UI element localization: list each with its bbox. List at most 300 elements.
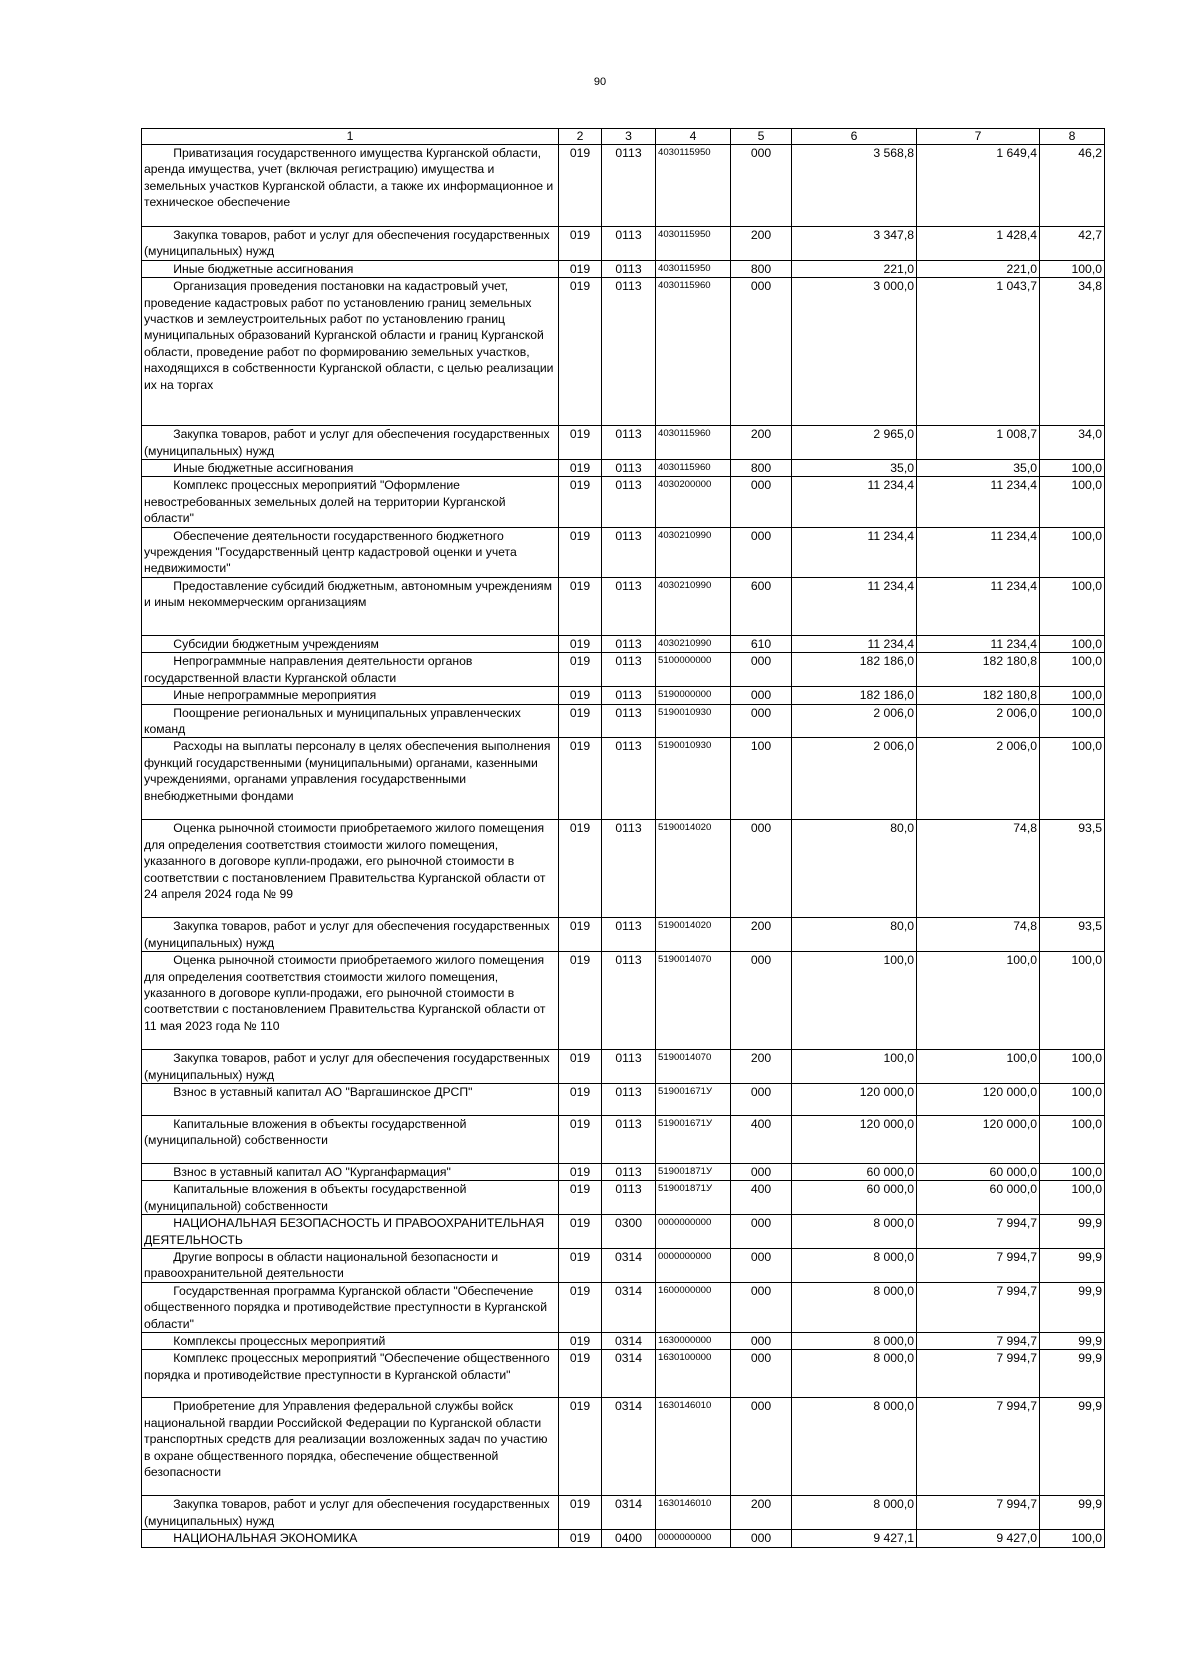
cell-planned: 60 000,0 (792, 1163, 917, 1180)
cell-target-article: 0000000000 (656, 1530, 731, 1547)
cell-chapter: 019 (559, 918, 602, 952)
cell-name-text: Капитальные вложения в объекты государственной (муниципальной) собственности (144, 1182, 467, 1213)
cell-executed: 11 234,4 (917, 477, 1040, 527)
cell-expense-type: 100 (731, 738, 792, 820)
column-header: 5 (731, 129, 792, 145)
cell-target-article: 4030210990 (656, 577, 731, 635)
cell-name-text: Обеспечение деятельности государственного бюджетного учреждения "Государственный центр кадастровой оценки и учета недвижимости" (144, 528, 517, 576)
cell-percent: 99,9 (1040, 1282, 1105, 1332)
page-number: 90 (593, 76, 607, 88)
budget-table (141, 128, 1105, 1548)
cell-target-article: 5190014020 (656, 918, 731, 952)
cell-section: 0314 (602, 1282, 656, 1332)
table-body (142, 145, 1105, 1548)
cell-chapter: 019 (559, 1350, 602, 1398)
cell-expense-type: 000 (731, 1333, 792, 1350)
cell-target-article: 519001671У (656, 1115, 731, 1163)
cell-target-article: 5190014070 (656, 952, 731, 1050)
cell-percent: 100,0 (1040, 1115, 1105, 1163)
cell-name-text: Взнос в уставный капитал АО "Варгашинское ДРСП" (173, 1084, 473, 1099)
cell-chapter: 019 (559, 260, 602, 277)
cell-planned: 60 000,0 (792, 1181, 917, 1215)
table-row (142, 426, 1105, 460)
cell-percent: 93,5 (1040, 918, 1105, 952)
cell-percent: 42,7 (1040, 227, 1105, 261)
cell-percent: 100,0 (1040, 477, 1105, 527)
cell-percent: 34,8 (1040, 278, 1105, 426)
cell-executed: 100,0 (917, 952, 1040, 1050)
cell-section: 0113 (602, 1115, 656, 1163)
cell-name (142, 1050, 559, 1084)
cell-name-text: Другие вопросы в области национальной безопасности и правоохранительной деятельности (144, 1249, 499, 1281)
table-row (142, 738, 1105, 820)
column-header: 7 (917, 129, 1040, 145)
cell-percent: 100,0 (1040, 1050, 1105, 1084)
cell-target-article: 4030115960 (656, 426, 731, 460)
cell-executed: 120 000,0 (917, 1115, 1040, 1163)
cell-chapter: 019 (559, 477, 602, 527)
cell-expense-type: 000 (731, 653, 792, 687)
cell-name-text: НАЦИОНАЛЬНАЯ БЕЗОПАСНОСТЬ И ПРАВООХРАНИТЕЛЬНАЯ ДЕЯТЕЛЬНОСТЬ (144, 1216, 545, 1247)
cell-expense-type: 600 (731, 577, 792, 635)
cell-name-text: Оценка рыночной стоимости приобретаемого жилого помещения для определения соответствия стоимости жилого помещения, указанного в договоре купли-продажи, его рыночной стоимости в соответствии с постановлением Правительства Курганской области от 11 мая 2023 года № 110 (144, 953, 546, 1033)
cell-planned: 11 234,4 (792, 635, 917, 652)
cell-target-article: 5190000000 (656, 687, 731, 704)
cell-executed: 60 000,0 (917, 1163, 1040, 1180)
cell-executed: 1 649,4 (917, 145, 1040, 227)
cell-planned: 8 000,0 (792, 1350, 917, 1398)
cell-name (142, 426, 559, 460)
cell-expense-type: 000 (731, 1083, 792, 1115)
cell-name (142, 227, 559, 261)
table-row (142, 460, 1105, 477)
cell-chapter: 019 (559, 1115, 602, 1163)
cell-planned: 182 186,0 (792, 653, 917, 687)
cell-expense-type: 000 (731, 1398, 792, 1496)
cell-planned: 100,0 (792, 1050, 917, 1084)
cell-planned: 120 000,0 (792, 1115, 917, 1163)
cell-executed: 35,0 (917, 460, 1040, 477)
cell-name (142, 1163, 559, 1180)
cell-target-article: 519001871У (656, 1181, 731, 1215)
cell-name (142, 260, 559, 277)
cell-percent: 93,5 (1040, 820, 1105, 918)
cell-planned: 120 000,0 (792, 1083, 917, 1115)
cell-target-article: 4030115960 (656, 278, 731, 426)
cell-planned: 3 568,8 (792, 145, 917, 227)
cell-planned: 221,0 (792, 260, 917, 277)
cell-expense-type: 000 (731, 1248, 792, 1282)
cell-planned: 11 234,4 (792, 577, 917, 635)
cell-target-article: 5190014020 (656, 820, 731, 918)
cell-chapter: 019 (559, 635, 602, 652)
cell-planned: 100,0 (792, 952, 917, 1050)
cell-percent: 100,0 (1040, 260, 1105, 277)
cell-name (142, 820, 559, 918)
cell-name (142, 952, 559, 1050)
cell-name-text: Государственная программа Курганской области "Обеспечение общественного порядка и противодействие преступности в Курганской области" (144, 1283, 548, 1331)
cell-executed: 74,8 (917, 820, 1040, 918)
cell-planned: 11 234,4 (792, 527, 917, 577)
table-row (142, 227, 1105, 261)
cell-name-text: Поощрение региональных и муниципальных управленческих команд (144, 705, 521, 736)
cell-executed: 11 234,4 (917, 635, 1040, 652)
cell-planned: 8 000,0 (792, 1248, 917, 1282)
cell-name (142, 918, 559, 952)
cell-percent: 100,0 (1040, 952, 1105, 1050)
cell-expense-type: 000 (731, 1282, 792, 1332)
cell-percent: 100,0 (1040, 738, 1105, 820)
cell-name-text: Иные бюджетные ассигнования (173, 461, 354, 476)
cell-name-text: Закупка товаров, работ и услуг для обеспечения государственных (муниципальных) нужд (144, 427, 550, 458)
cell-section: 0314 (602, 1350, 656, 1398)
cell-planned: 182 186,0 (792, 687, 917, 704)
cell-name (142, 278, 559, 426)
cell-percent: 100,0 (1040, 527, 1105, 577)
cell-chapter: 019 (559, 1248, 602, 1282)
cell-section: 0113 (602, 738, 656, 820)
cell-chapter: 019 (559, 426, 602, 460)
column-header: 3 (602, 129, 656, 145)
cell-percent: 99,9 (1040, 1248, 1105, 1282)
cell-planned: 8 000,0 (792, 1398, 917, 1496)
cell-section: 0113 (602, 635, 656, 652)
cell-target-article: 4030115950 (656, 227, 731, 261)
cell-name-text: НАЦИОНАЛЬНАЯ ЭКОНОМИКА (173, 1531, 358, 1546)
cell-percent: 34,0 (1040, 426, 1105, 460)
cell-target-article: 0000000000 (656, 1248, 731, 1282)
table-row (142, 820, 1105, 918)
cell-name (142, 1282, 559, 1332)
cell-name-text: Предоставление субсидий бюджетным, автономным учреждениям и иным некоммерческим организациям (144, 578, 552, 610)
cell-chapter: 019 (559, 1496, 602, 1530)
cell-section: 0300 (602, 1215, 656, 1249)
cell-target-article: 5100000000 (656, 653, 731, 687)
cell-section: 0113 (602, 278, 656, 426)
cell-chapter: 019 (559, 227, 602, 261)
cell-executed: 7 994,7 (917, 1282, 1040, 1332)
cell-expense-type: 000 (731, 477, 792, 527)
table-row (142, 278, 1105, 426)
cell-chapter: 019 (559, 738, 602, 820)
cell-section: 0113 (602, 527, 656, 577)
cell-section: 0113 (602, 260, 656, 277)
cell-planned: 3 347,8 (792, 227, 917, 261)
cell-executed: 2 006,0 (917, 704, 1040, 738)
header-row (142, 129, 1105, 145)
cell-chapter: 019 (559, 1530, 602, 1547)
cell-executed: 182 180,8 (917, 687, 1040, 704)
cell-planned: 2 965,0 (792, 426, 917, 460)
cell-section: 0113 (602, 145, 656, 227)
cell-executed: 182 180,8 (917, 653, 1040, 687)
cell-executed: 7 994,7 (917, 1496, 1040, 1530)
table-row (142, 918, 1105, 952)
cell-chapter: 019 (559, 1163, 602, 1180)
cell-name (142, 527, 559, 577)
cell-name-text: Оценка рыночной стоимости приобретаемого жилого помещения для определения соответствия стоимости жилого помещения, указанного в договоре купли-продажи, его рыночной стоимости в соответствии с постановлением Правительства Курганской области от 24 апреля 2024 года № 99 (144, 821, 546, 901)
table-row (142, 1333, 1105, 1350)
cell-planned: 8 000,0 (792, 1333, 917, 1350)
cell-expense-type: 000 (731, 145, 792, 227)
table-row (142, 1350, 1105, 1398)
cell-section: 0113 (602, 460, 656, 477)
cell-expense-type: 000 (731, 1350, 792, 1398)
cell-planned: 80,0 (792, 918, 917, 952)
cell-planned: 2 006,0 (792, 704, 917, 738)
cell-name (142, 577, 559, 635)
cell-section: 0113 (602, 426, 656, 460)
cell-section: 0113 (602, 1163, 656, 1180)
cell-section: 0113 (602, 820, 656, 918)
cell-name-text: Непрограммные направления деятельности органов государственной власти Курганской области (144, 654, 473, 685)
cell-target-article: 1630146010 (656, 1496, 731, 1530)
cell-chapter: 019 (559, 1083, 602, 1115)
table-row (142, 1050, 1105, 1084)
cell-chapter: 019 (559, 687, 602, 704)
cell-chapter: 019 (559, 460, 602, 477)
cell-planned: 9 427,1 (792, 1530, 917, 1547)
cell-name-text: Закупка товаров, работ и услуг для обеспечения государственных (муниципальных) нужд (144, 228, 550, 259)
table-row (142, 527, 1105, 577)
cell-name-text: Закупка товаров, работ и услуг для обеспечения государственных (муниципальных) нужд (144, 1497, 550, 1528)
cell-percent: 100,0 (1040, 460, 1105, 477)
cell-name-text: Приобретение для Управления федеральной службы войск национальной гвардии Российской Федерации по Курганской области транспортных средств для реализации возложенных задач по участию в охране общественного порядка, обеспечение общественной безопасности (144, 1399, 548, 1480)
cell-chapter: 019 (559, 527, 602, 577)
cell-target-article: 519001871У (656, 1163, 731, 1180)
cell-name-text: Капитальные вложения в объекты государственной (муниципальной) собственности (144, 1116, 467, 1148)
cell-section: 0113 (602, 577, 656, 635)
cell-percent: 100,0 (1040, 653, 1105, 687)
cell-name-text: Комплексы процессных мероприятий (173, 1334, 386, 1348)
cell-chapter: 019 (559, 1050, 602, 1084)
cell-percent: 100,0 (1040, 1530, 1105, 1547)
cell-chapter: 019 (559, 704, 602, 738)
cell-name-text: Иные непрограммные мероприятия (173, 688, 377, 703)
cell-chapter: 019 (559, 952, 602, 1050)
cell-target-article: 1630000000 (656, 1333, 731, 1350)
cell-name (142, 1350, 559, 1398)
cell-section: 0113 (602, 227, 656, 261)
cell-section: 0113 (602, 1050, 656, 1084)
cell-percent: 99,9 (1040, 1333, 1105, 1350)
cell-expense-type: 000 (731, 687, 792, 704)
cell-section: 0314 (602, 1496, 656, 1530)
table-row (142, 1215, 1105, 1249)
cell-name (142, 1530, 559, 1547)
table-row (142, 1163, 1105, 1180)
cell-name (142, 704, 559, 738)
cell-section: 0314 (602, 1333, 656, 1350)
cell-name-text: Закупка товаров, работ и услуг для обеспечения государственных (муниципальных) нужд (144, 919, 550, 950)
cell-expense-type: 200 (731, 918, 792, 952)
cell-expense-type: 800 (731, 460, 792, 477)
cell-percent: 100,0 (1040, 704, 1105, 738)
table-row (142, 952, 1105, 1050)
cell-planned: 2 006,0 (792, 738, 917, 820)
cell-expense-type: 000 (731, 1530, 792, 1547)
cell-target-article: 1630146010 (656, 1398, 731, 1496)
cell-section: 0113 (602, 918, 656, 952)
cell-target-article: 5190010930 (656, 704, 731, 738)
cell-planned: 35,0 (792, 460, 917, 477)
cell-planned: 8 000,0 (792, 1215, 917, 1249)
cell-target-article: 4030115950 (656, 145, 731, 227)
cell-executed: 120 000,0 (917, 1083, 1040, 1115)
column-header: 6 (792, 129, 917, 145)
cell-expense-type: 000 (731, 952, 792, 1050)
cell-section: 0113 (602, 1181, 656, 1215)
column-header: 8 (1040, 129, 1105, 145)
cell-section: 0314 (602, 1248, 656, 1282)
cell-name (142, 1333, 559, 1350)
cell-planned: 8 000,0 (792, 1282, 917, 1332)
cell-percent: 99,9 (1040, 1350, 1105, 1398)
cell-executed: 7 994,7 (917, 1215, 1040, 1249)
cell-name (142, 635, 559, 652)
cell-percent: 100,0 (1040, 1181, 1105, 1215)
cell-expense-type: 200 (731, 227, 792, 261)
table-row (142, 1248, 1105, 1282)
cell-percent: 99,9 (1040, 1398, 1105, 1496)
column-header: 4 (656, 129, 731, 145)
cell-chapter: 019 (559, 1181, 602, 1215)
table-row (142, 687, 1105, 704)
table-row (142, 477, 1105, 527)
cell-planned: 8 000,0 (792, 1496, 917, 1530)
cell-target-article: 5190014070 (656, 1050, 731, 1084)
cell-name-text: Иные бюджетные ассигнования (173, 261, 354, 276)
cell-executed: 60 000,0 (917, 1181, 1040, 1215)
cell-executed: 1 428,4 (917, 227, 1040, 261)
cell-executed: 2 006,0 (917, 738, 1040, 820)
cell-name (142, 1398, 559, 1496)
cell-chapter: 019 (559, 1215, 602, 1249)
cell-chapter: 019 (559, 278, 602, 426)
table-row (142, 1398, 1105, 1496)
cell-target-article: 4030115960 (656, 460, 731, 477)
cell-executed: 7 994,7 (917, 1398, 1040, 1496)
cell-name-text: Организация проведения постановки на кадастровый учет, проведение кадастровых работ по установлению границ земельных участков и землеустроительных работ по установлению границ муниципальных образований Курганской области и границ Курганской области, проведение работ по формированию земельных участков, находящихся в собственности Курганской области, с целью реализации их на торгах (144, 279, 554, 392)
cell-percent: 100,0 (1040, 687, 1105, 704)
cell-name-text: Расходы на выплаты персоналу в целях обеспечения выполнения функций государственными (муниципальными) органами, казенными учреждениями, органами управления государственными внебюджетными фондами (144, 739, 551, 803)
table-row (142, 1496, 1105, 1530)
cell-executed: 9 427,0 (917, 1530, 1040, 1547)
cell-planned: 3 000,0 (792, 278, 917, 426)
cell-target-article: 1630100000 (656, 1350, 731, 1398)
cell-executed: 7 994,7 (917, 1248, 1040, 1282)
cell-section: 0113 (602, 653, 656, 687)
cell-executed: 74,8 (917, 918, 1040, 952)
cell-name (142, 687, 559, 704)
table-row (142, 704, 1105, 738)
cell-executed: 7 994,7 (917, 1350, 1040, 1398)
cell-chapter: 019 (559, 653, 602, 687)
table-row (142, 145, 1105, 227)
cell-target-article: 4030115950 (656, 260, 731, 277)
cell-name (142, 460, 559, 477)
cell-name (142, 738, 559, 820)
cell-section: 0400 (602, 1530, 656, 1547)
cell-name-text: Приватизация государственного имущества Курганской области, аренда имущества, учет (включая регистрацию) имущества и земельных участков Курганской области, а также их информационное и техническое обеспечение (144, 146, 554, 210)
cell-expense-type: 000 (731, 704, 792, 738)
cell-name (142, 145, 559, 227)
cell-section: 0113 (602, 687, 656, 704)
cell-percent: 46,2 (1040, 145, 1105, 227)
table-row (142, 577, 1105, 635)
cell-expense-type: 000 (731, 527, 792, 577)
cell-name (142, 477, 559, 527)
cell-percent: 100,0 (1040, 577, 1105, 635)
cell-executed: 100,0 (917, 1050, 1040, 1084)
cell-target-article: 4030210990 (656, 527, 731, 577)
cell-section: 0113 (602, 1083, 656, 1115)
cell-expense-type: 000 (731, 820, 792, 918)
cell-chapter: 019 (559, 820, 602, 918)
cell-target-article: 4030200000 (656, 477, 731, 527)
cell-executed: 1 043,7 (917, 278, 1040, 426)
cell-executed: 221,0 (917, 260, 1040, 277)
cell-name-text: Комплекс процессных мероприятий "Обеспечение общественного порядка и противодействие преступности в Курганской области" (144, 1351, 550, 1382)
cell-expense-type: 200 (731, 1050, 792, 1084)
cell-chapter: 019 (559, 1333, 602, 1350)
cell-section: 0113 (602, 477, 656, 527)
cell-name (142, 1083, 559, 1115)
cell-chapter: 019 (559, 577, 602, 635)
cell-expense-type: 000 (731, 1163, 792, 1180)
table-row (142, 1083, 1105, 1115)
cell-target-article: 519001671У (656, 1083, 731, 1115)
cell-percent: 100,0 (1040, 1163, 1105, 1180)
cell-name (142, 653, 559, 687)
cell-name-text: Комплекс процессных мероприятий "Оформление невостребованных земельных долей на территории Курганской области" (144, 478, 506, 526)
cell-executed: 11 234,4 (917, 527, 1040, 577)
cell-name (142, 1181, 559, 1215)
cell-expense-type: 800 (731, 260, 792, 277)
cell-executed: 11 234,4 (917, 577, 1040, 635)
table-row (142, 635, 1105, 652)
cell-planned: 11 234,4 (792, 477, 917, 527)
cell-executed: 1 008,7 (917, 426, 1040, 460)
cell-section: 0314 (602, 1398, 656, 1496)
cell-name-text: Закупка товаров, работ и услуг для обеспечения государственных (муниципальных) нужд (144, 1051, 550, 1082)
cell-percent: 100,0 (1040, 1083, 1105, 1115)
cell-expense-type: 400 (731, 1115, 792, 1163)
cell-name (142, 1248, 559, 1282)
cell-chapter: 019 (559, 1398, 602, 1496)
table-row (142, 1115, 1105, 1163)
cell-target-article: 0000000000 (656, 1215, 731, 1249)
cell-percent: 100,0 (1040, 635, 1105, 652)
cell-planned: 80,0 (792, 820, 917, 918)
cell-target-article: 4030210990 (656, 635, 731, 652)
table-row (142, 1181, 1105, 1215)
cell-expense-type: 000 (731, 278, 792, 426)
cell-target-article: 5190010930 (656, 738, 731, 820)
cell-chapter: 019 (559, 1282, 602, 1332)
cell-name (142, 1115, 559, 1163)
cell-name-text: Взнос в уставный капитал АО "Курганфармация" (173, 1164, 451, 1179)
cell-percent: 99,9 (1040, 1496, 1105, 1530)
cell-expense-type: 200 (731, 1496, 792, 1530)
cell-chapter: 019 (559, 145, 602, 227)
cell-target-article: 1600000000 (656, 1282, 731, 1332)
table-row (142, 1282, 1105, 1332)
cell-section: 0113 (602, 704, 656, 738)
cell-expense-type: 400 (731, 1181, 792, 1215)
cell-executed: 7 994,7 (917, 1333, 1040, 1350)
cell-expense-type: 000 (731, 1215, 792, 1249)
